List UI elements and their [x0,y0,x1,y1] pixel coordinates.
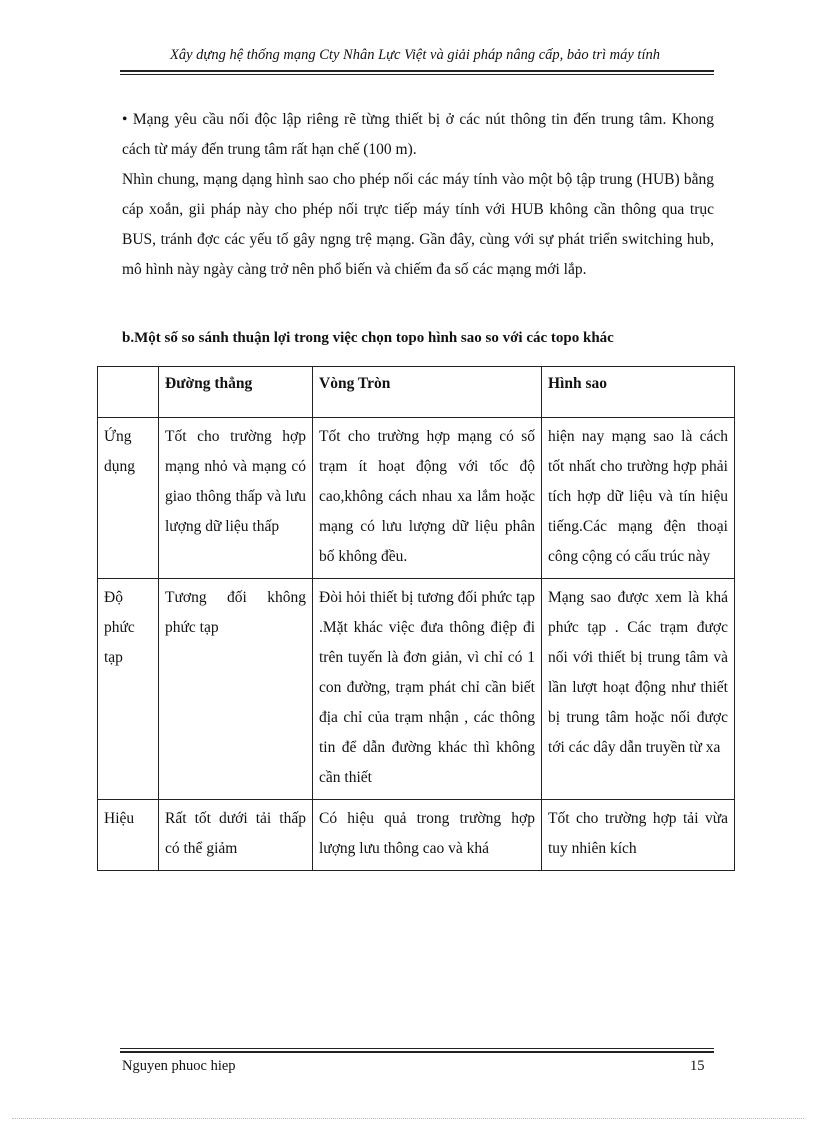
header-title: Xây dựng hệ thống mạng Cty Nhân Lực Việt và giải pháp nâng cấp, bảo trì máy tính [170,47,660,63]
footer-author: Nguyen phuoc hiep [122,1058,236,1074]
table-cell: Tương đối không phức tạp [159,579,313,800]
table-cell: Mạng sao được xem là khá phức tạp . Các trạm được nối với thiết bị trung tâm và lần lượt hoạt động như thiết bị trung tâm hoặc nối được tới các dây dẫn truyền từ xa [542,579,735,800]
paragraph-bullet: • Mạng yêu cầu nối độc lập riêng rẽ từng thiết bị ở các nút thông tin đến trung tâm. Khong cách từ máy đến trung tâm rất hạn chế (100 m). [122,111,714,158]
table-cell: Tốt cho trường hợp mạng nhỏ và mạng có giao thông thấp và lưu lượng dữ liệu thấp [159,418,313,579]
table-cell: Rất tốt dưới tải thấp có thể giảm [159,800,313,871]
header-rule-thick [120,70,714,72]
table-row [98,418,735,579]
table-header-cell-empty [98,367,159,418]
table-cell: Có hiệu quả trong trường hợp lượng lưu thông cao và khá [313,800,542,871]
table-header-cell-ring: Vòng Tròn [313,367,542,418]
paragraph-summary: Nhìn chung, mạng dạng hình sao cho phép nối các máy tính vào một bộ tập trung (HUB) bằng cáp xoắn, gii pháp này cho phép nối trực tiếp máy tính với HUB không cần thông qua trục BUS, tránh đợc các yếu tố gây ngng trệ mạng. Gần đây, cùng với sự phát triển switching hub, mô hình này ngày càng trở nên phổ biến và chiếm đa số các mạng mới lắp. [122,171,714,278]
table-row [98,800,735,871]
table-cell: Tốt cho trường hợp mạng có số trạm ít hoạt động với tốc độ cao,không cách nhau xa lắm hoặc mạng có lưu lượng dữ liệu phân bố không đều. [313,418,542,579]
table-header-cell-bus: Đường thẳng [159,367,313,418]
section-heading: b.Một số so sánh thuận lợi trong việc chọn topo hình sao so với các topo khác [122,330,614,346]
table-row [98,579,735,800]
table-header-cell-star: Hình sao [542,367,735,418]
row-label: Ứng dụng [98,418,159,579]
row-label: Hiệu [98,800,159,871]
table-cell: Đòi hỏi thiết bị tương đối phức tạp .Mặt khác việc đưa thông điệp đi trên tuyến là đơn giản, vì chỉ có 1 con đường, trạm phát chỉ cần biết địa chỉ của trạm nhận , các thông tin để dẫn đường khác thì không cần thiết [313,579,542,800]
page-edge-dots [12,1118,804,1119]
footer-page-number: 15 [690,1058,705,1074]
body-text [122,105,714,285]
table-header-row [98,367,735,418]
footer-rule-thick [120,1051,714,1053]
table-cell: hiện nay mạng sao là cách tốt nhất cho trường hợp phải tích hợp dữ liệu và tín hiệu tiếng.Các mạng đện thoại công cộng có cấu trúc này [542,418,735,579]
footer-rule-thin [120,1048,714,1049]
row-label: Độ phức tạp [98,579,159,800]
header-rule-thin [120,74,714,75]
comparison-table [97,366,735,871]
table-cell: Tốt cho trường hợp tải vừa tuy nhiên kích [542,800,735,871]
